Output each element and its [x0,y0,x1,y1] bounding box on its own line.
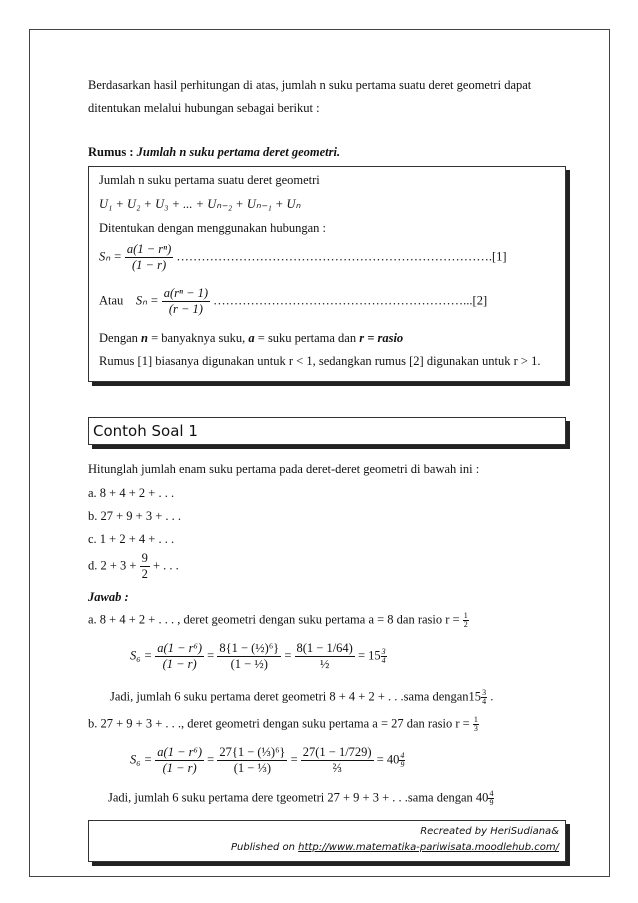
answer-a-result: = 15 [357,648,381,663]
item-a: a. 8 + 4 + 2 + . . . [88,486,175,500]
answer-b-frac-3 [301,745,374,776]
answer-a-conclusion-den: 4 [482,697,487,706]
footer-published-prefix: Published on [231,842,299,853]
box-line-1: Jumlah n suku pertama suatu deret geometri [99,173,320,187]
formula-2-fraction [162,286,210,317]
item-d-prefix: d. 2 + 3 + [88,558,137,573]
answer-b-result-frac [399,752,405,769]
question-text: Hitunglah jumlah enam suku pertama pada deret-deret geometri di bawah ini : [88,462,480,476]
answer-a-frac-3-num: 8(1 − 1/64) [296,641,353,655]
answer-b-lhs: S₆ = [130,752,153,767]
formula-1-numerator: a(1 − rⁿ) [126,242,172,256]
answer-b-ratio-den: 3 [473,724,478,733]
answer-a-lhs: S₆ = [130,648,153,663]
answer-a-frac-3-den: ½ [319,657,330,671]
answer-b-eq-1: = [207,752,215,767]
answer-a-ratio-num: 1 [463,611,468,620]
answer-a-frac-2-den: (1 − ½) [230,657,268,671]
formula-2-denominator: (r − 1) [168,302,203,316]
answer-a-result-den: 4 [381,656,386,665]
answer-b-conclusion-num: 4 [489,789,494,798]
answer-a-equation [130,641,387,672]
answer-a-eq-2: = [284,648,292,663]
answer-a-frac-1 [155,641,204,672]
footer-box [88,820,566,862]
answer-b-result: = 40 [376,752,400,767]
usage-note: Rumus [1] biasanya digunakan untuk r < 1, sedangkan rumus [2] digunakan untuk r > 1. [99,354,541,368]
answer-b-intro [88,716,479,733]
answer-b-intro-text: b. 27 + 9 + 3 + . . ., deret geometri dengan suku pertama a = 27 dan rasio r = [88,716,470,731]
answer-a-result-num: 3 [381,647,386,656]
intro-line-1: Berdasarkan hasil perhitungan di atas, jumlah n suku pertama suatu deret geometri dapat [88,78,532,92]
answer-a-intro [88,612,469,629]
item-d-suffix: + . . . [152,558,179,573]
answer-b-frac-3-den: ⅔ [332,761,342,775]
footer-published [231,842,559,853]
rumus-prefix: Rumus : [88,145,134,159]
answer-a-ratio [463,612,469,629]
answer-a-frac-2-num: 8{1 − (½)⁶} [219,641,280,655]
rumus-heading [88,145,340,160]
answer-a-frac-2 [217,641,281,672]
item-d [88,551,179,582]
answer-b-conclusion-den: 9 [489,798,494,807]
item-d-denominator: 2 [141,567,148,581]
answer-b-equation [130,745,405,776]
answer-b-ratio [473,716,479,733]
section-header [88,417,566,445]
answer-b-eq-2: = [290,752,298,767]
rumus-title: Jumlah n suku pertama deret geometri. [136,145,341,159]
answer-a-frac-3 [295,641,355,672]
answer-b-ratio-num: 1 [473,715,478,724]
atau-label: Atau [99,293,124,308]
answer-b-conclusion [108,790,494,807]
answer-b-frac-3-num: 27(1 − 1/729) [302,745,372,759]
answer-a-intro-text: a. 8 + 4 + 2 + . . . , deret geometri dengan suku pertama a = 8 dan rasio r = [88,612,460,627]
answer-a-result-frac [381,648,387,665]
jawab-label: Jawab : [88,590,129,604]
formula-2-lhs: Sₙ = [135,293,159,308]
formula-1-denominator: (1 − r) [132,258,167,272]
box-line-3: Ditentukan dengan menggunakan hubungan : [99,221,327,235]
answer-a-eq-1: = [207,648,215,663]
formula-2 [99,286,487,317]
item-d-numerator: 9 [141,551,148,565]
answer-b-frac-1 [155,745,204,776]
answer-a-conclusion: Jadi, jumlah 6 suku pertama deret geometri 8 + 4 + 2 + . . .sama dengan15 $\frac{3}{4}$ . [110,688,494,706]
answer-b-frac-1-den: (1 − r) [162,761,197,775]
intro-line-2: ditentukan melalui hubungan sebagai berikut : [88,101,320,115]
section-title: Contoh Soal 1 [93,422,198,440]
series-formula: U₁ + U₂ + U₃ + ... + Uₙ₋₂ + Uₙ₋₁ + Uₙ [99,197,301,211]
answer-a-conclusion-num: 3 [482,688,487,697]
item-d-fraction [140,551,150,582]
definition-line [99,331,403,346]
item-b: b. 27 + 9 + 3 + . . . [88,509,182,523]
def-n: n [141,331,148,345]
answer-b-frac-1-num: a(1 − r⁶) [157,745,203,759]
answer-a-ratio-den: 2 [463,620,468,629]
item-c: c. 1 + 2 + 4 + . . . [88,532,175,546]
answer-b-result-num: 4 [400,751,405,760]
formula-1 [99,242,507,273]
answer-b-result-den: 9 [400,760,405,769]
formula-1-fraction [125,242,173,273]
answer-a-frac-1-num: a(1 − r⁶) [157,641,203,655]
formula-1-lhs: Sₙ = [99,249,122,264]
answer-a-conclusion-text: Jadi, jumlah 6 suku pertama deret geometri 8 + 4 + 2 + . . .sama dengan15 [110,689,482,704]
answer-a-frac-1-den: (1 − r) [162,657,197,671]
answer-b-conclusion-text: Jadi, jumlah 6 suku pertama dere tgeometri 27 + 9 + 3 + . . .sama dengan 40 [108,790,489,805]
formula-2-dots: ……………………………………………………...[2] [213,293,488,308]
footer-credit: Recreated by HeriSudiana& [420,826,559,837]
answer-a-conclusion-frac [481,689,487,706]
def-a: a [248,331,255,345]
def-text-3: = suku pertama dan [254,331,360,345]
answer-b-conclusion-frac [488,790,494,807]
answer-b-frac-2-den: (1 − ⅓) [233,761,271,775]
def-r: r = rasio [359,331,404,345]
formula-box [88,166,566,382]
formula-1-dots: ………………………………………………………………….[1] [176,249,507,264]
answer-b-frac-2 [217,745,287,776]
answer-b-frac-2-num: 27{1 − (⅓)⁶} [219,745,286,759]
def-text-2: = banyaknya suku, [147,331,249,345]
formula-2-numerator: a(rⁿ − 1) [163,286,209,300]
footer-link[interactable]: http://www.matematika-pariwisata.moodlehub.com/ [298,842,559,853]
def-text-1: Dengan [99,331,141,345]
